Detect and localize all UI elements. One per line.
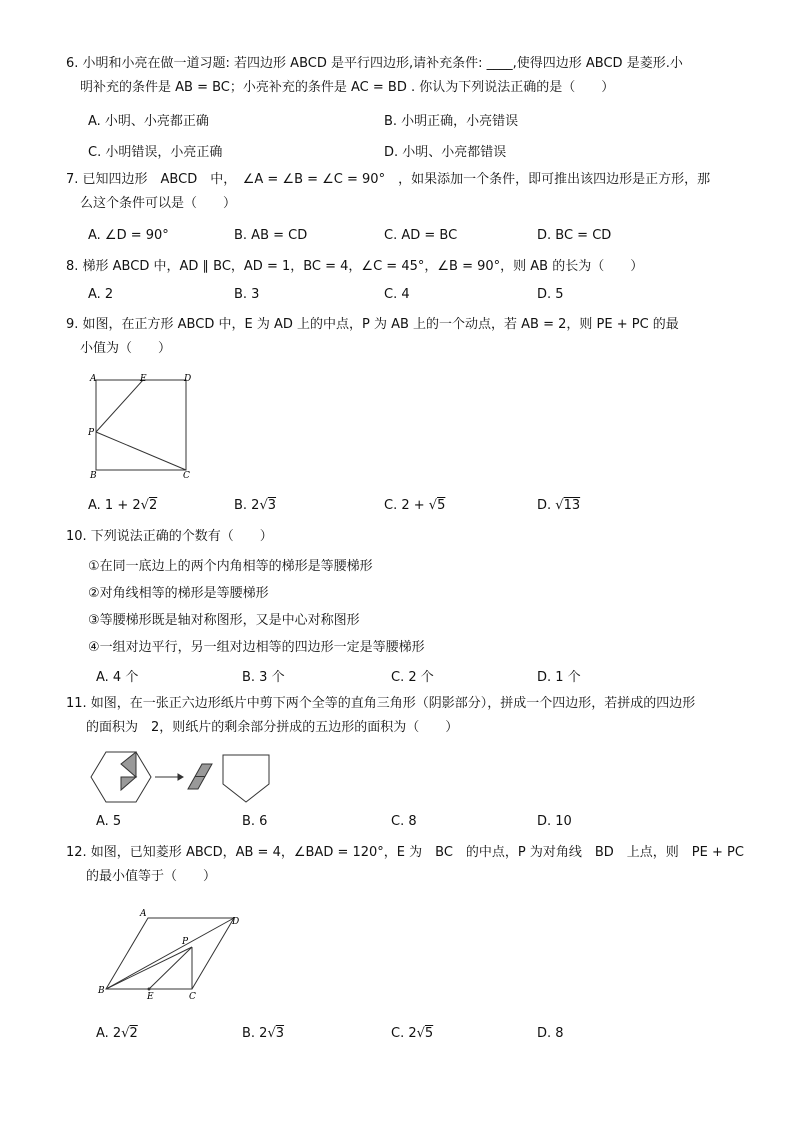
q9-option-d-text: D. — [537, 498, 556, 513]
q12-option-b[interactable] — [242, 1026, 284, 1041]
q11-option-a[interactable]: A. 5 — [96, 814, 122, 829]
sqrt-symbol-icon: √ — [428, 498, 438, 513]
q9-option-a[interactable] — [88, 498, 157, 513]
square-abcd — [96, 380, 186, 470]
rhombus-figure — [94, 906, 249, 1004]
question-9-stem-line-2: 小值为（ ） — [80, 341, 172, 356]
question-7-stem-line-2: 么这个条件可以是（ ） — [80, 196, 237, 211]
question-12 — [66, 841, 756, 889]
q6-option-d[interactable]: D. 小明、小亮都错误 — [384, 145, 507, 160]
q10-statement-2: ②对角线相等的梯形是等腰梯形 — [88, 586, 269, 601]
q12-option-a-text: A. 2 — [96, 1026, 122, 1041]
q9-option-d-radicand: 13 — [563, 498, 581, 513]
square-figure — [88, 370, 198, 482]
q11-option-d[interactable]: D. 10 — [537, 814, 572, 829]
question-12-stem-line-1: 12. 如图，已知菱形 ABCD，AB = 4，∠BAD = 120°，E 为 BC 的中点，P 为对角线 BD 上点，则 PE + PC — [66, 845, 744, 860]
q12-option-a[interactable] — [96, 1026, 138, 1041]
arrow-head-icon — [178, 774, 183, 780]
q10-statement-4: ④一组对边平行，另一组对边相等的四边形一定是等腰梯形 — [88, 640, 425, 655]
q9-option-b-radicand: 3 — [267, 498, 277, 513]
q9-option-c[interactable] — [384, 498, 445, 513]
label-p: P — [182, 937, 189, 947]
question-11-stem-line-2: 的面积为 2，则纸片的剩余部分拼成的五边形的面积为（ ） — [86, 720, 459, 735]
q10-statement-3: ③等腰梯形既是轴对称图形，又是中心对称图形 — [88, 613, 360, 628]
q8-option-b[interactable]: B. 3 — [234, 287, 260, 302]
q7-option-b[interactable]: B. AB = CD — [234, 228, 308, 243]
sqrt-symbol-icon: √ — [267, 1026, 276, 1041]
q8-option-a[interactable]: A. 2 — [88, 287, 114, 302]
question-9-stem-line-1: 9. 如图，在正方形 ABCD 中，E 为 AD 上的中点，P 为 AB 上的一个动点，若 AB = 2，则 PE + PC 的最 — [66, 317, 679, 332]
q9-option-b[interactable] — [234, 498, 276, 513]
question-12-stem-line-2: 的最小值等于（ ） — [86, 869, 217, 884]
question-9 — [66, 313, 756, 361]
q6-option-a[interactable]: A. 小明、小亮都正确 — [88, 114, 209, 129]
q7-option-d[interactable]: D. BC = CD — [537, 228, 612, 243]
label-b: B — [90, 471, 97, 481]
q12-option-d[interactable] — [537, 1026, 564, 1041]
segment-pe — [96, 380, 143, 432]
sqrt-symbol-icon: √ — [259, 498, 268, 513]
question-7 — [66, 168, 756, 216]
q8-option-d[interactable]: D. 5 — [537, 287, 564, 302]
sqrt-symbol-icon: √ — [416, 1026, 425, 1041]
label-c: C — [183, 471, 190, 481]
label-e: E — [147, 992, 154, 1002]
sqrt-symbol-icon: √ — [140, 498, 149, 513]
q7-option-c[interactable]: C. AD = BC — [384, 228, 458, 243]
label-a: A — [90, 374, 97, 384]
sqrt-symbol-icon: √ — [121, 1026, 130, 1041]
q7-option-a[interactable]: A. ∠D = 90° — [88, 228, 169, 243]
remaining-pentagon — [223, 755, 269, 802]
q6-option-b[interactable]: B. 小明正确，小亮错误 — [384, 114, 519, 129]
segment-pc — [96, 432, 186, 470]
q12-option-c[interactable] — [391, 1026, 433, 1041]
question-10-stem: 10. 下列说法正确的个数有（ ） — [66, 529, 273, 544]
label-a: A — [140, 909, 147, 919]
diagonal-bd — [106, 918, 234, 989]
label-c: C — [189, 992, 196, 1002]
q12-option-d-text: D. 8 — [537, 1026, 564, 1041]
q9-option-a-radicand: 2 — [148, 498, 158, 513]
q9-option-b-text: B. 2 — [234, 498, 260, 513]
q12-option-c-radicand: 5 — [424, 1026, 434, 1041]
q8-option-c[interactable]: C. 4 — [384, 287, 410, 302]
q11-option-b[interactable]: B. 6 — [242, 814, 268, 829]
label-p: P — [88, 428, 95, 438]
question-6-stem-line-2: 明补充的条件是 AB = BC；小亮补充的条件是 AC = BD . 你认为下列说法正确的是（ ） — [80, 80, 615, 95]
q9-option-c-text: C. 2 + — [384, 498, 429, 513]
question-7-stem-line-1: 7. 已知四边形 ABCD 中， ∠A = ∠B = ∠C = 90° ，如果添加一个条件，即可推出该四边形是正方形，那 — [66, 172, 711, 187]
q10-statement-1: ①在同一底边上的两个内角相等的梯形是等腰梯形 — [88, 559, 373, 574]
q10-option-d[interactable]: D. 1 个 — [537, 670, 581, 685]
q12-option-b-text: B. 2 — [242, 1026, 268, 1041]
q9-option-a-text: A. 1 + 2 — [88, 498, 141, 513]
q10-option-c[interactable]: C. 2 个 — [391, 670, 434, 685]
q11-option-c[interactable]: C. 8 — [391, 814, 417, 829]
question-8 — [66, 255, 756, 279]
q6-option-c[interactable]: C. 小明错误，小亮正确 — [88, 145, 223, 160]
label-d: D — [184, 374, 192, 384]
question-11-stem-line-1: 11. 如图，在一张正六边形纸片中剪下两个全等的直角三角形（阴影部分），拼成一个四边形，若拼成的四边形 — [66, 696, 696, 711]
q10-option-a[interactable]: A. 4 个 — [96, 670, 139, 685]
point-e — [148, 988, 151, 991]
label-d: D — [232, 917, 240, 927]
label-b: B — [98, 986, 105, 996]
question-6-stem-line-1: 6. 小明和小亮在做一道习题: 若四边形 ABCD 是平行四边形,请补充条件: ____,使得四边形 ABCD 是菱形.小 — [66, 56, 683, 71]
q12-option-b-radicand: 3 — [275, 1026, 285, 1041]
question-11 — [66, 692, 756, 740]
sqrt-symbol-icon: √ — [555, 498, 564, 513]
q9-option-c-radicand: 5 — [437, 498, 446, 513]
q9-option-d[interactable] — [537, 498, 580, 513]
q12-option-a-radicand: 2 — [129, 1026, 138, 1041]
hexagon-figure — [88, 750, 273, 804]
q10-option-b[interactable]: B. 3 个 — [242, 670, 285, 685]
question-10 — [66, 525, 756, 549]
question-6 — [66, 52, 756, 100]
question-8-stem: 8. 梯形 ABCD 中，AD ∥ BC，AD = 1，BC = 4，∠C = 45°，∠B = 90°，则 AB 的长为（ ） — [66, 259, 644, 274]
label-e: E — [140, 374, 147, 384]
q12-option-c-text: C. 2 — [391, 1026, 417, 1041]
